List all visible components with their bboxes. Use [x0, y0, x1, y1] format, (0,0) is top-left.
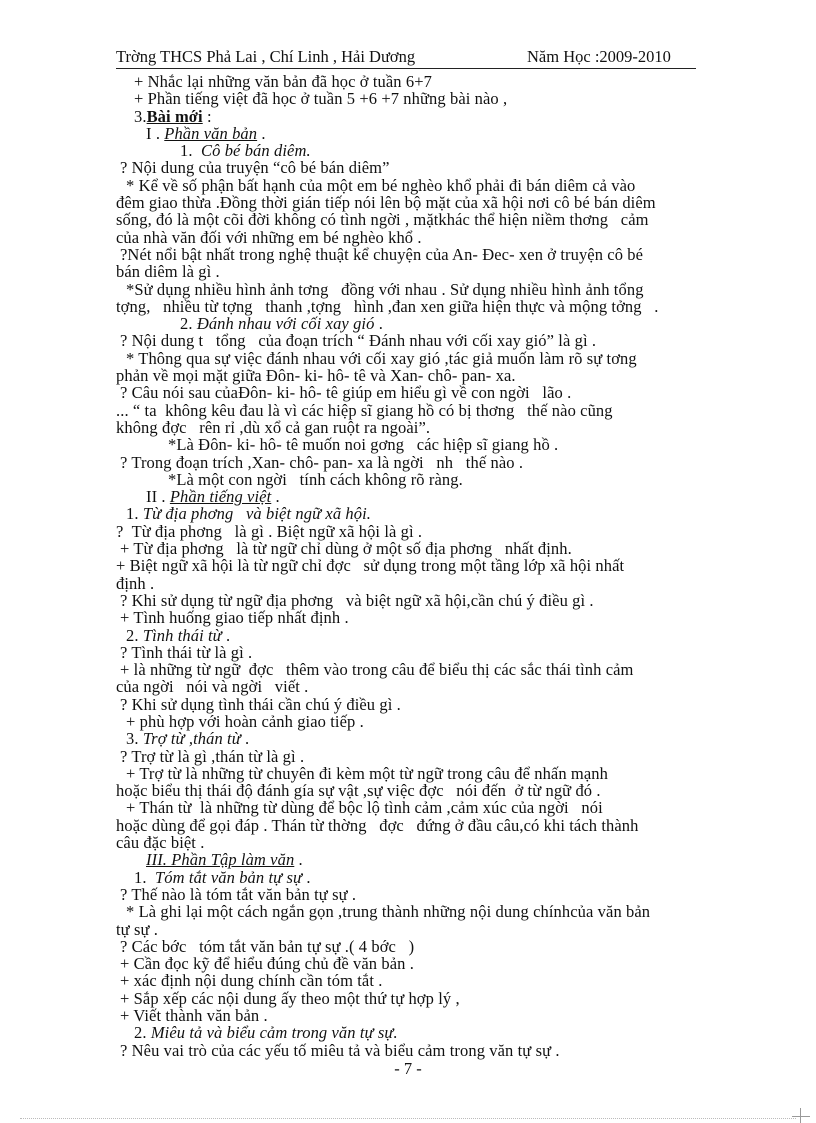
- text-line: sống, đó là một cõi đời không có tình ngời , mặtkhác thể hiện niềm thơng cảm: [116, 210, 649, 230]
- text-line: + Biệt ngữ xã hội là từ ngữ chỉ đợc sử dụng trong một tầng lớp xã hội nhất: [116, 556, 625, 576]
- subsection-number: 3.: [126, 729, 139, 749]
- part-heading: [116, 125, 736, 142]
- subsection-number: 1.: [134, 867, 147, 887]
- text-line: ? Nội dung t tổng của đoạn trích “ Đánh nhau với cối xay gió” là gì .: [120, 331, 597, 351]
- text-line: *Sử dụng nhiều hình ảnh tơng đồng với nhau . Sử dụng nhiều hình ảnh tổng: [126, 279, 644, 299]
- text-line: * Là ghi lại một cách ngắn gọn ,trung thành những nội dung chínhcủa văn bản: [126, 902, 651, 922]
- text-line: * Thông qua sự việc đánh nhau với cối xay gió ,tác giả muốn làm rõ sự tơng: [126, 348, 637, 368]
- subsection-title: Cô bé bán diêm.: [201, 141, 311, 161]
- subsection-number: 2.: [180, 314, 193, 334]
- part-number: I .: [146, 123, 161, 143]
- subsection-heading: [116, 869, 736, 886]
- subsection-title: Miêu tả và biểu cảm trong văn tự sự.: [150, 1023, 398, 1043]
- subsection-title: Trợ từ ,thán từ: [142, 729, 241, 749]
- text-line: ? Các bớc tóm tắt văn bản tự sự .( 4 bớc ): [120, 936, 415, 956]
- subsection-dot: .: [245, 729, 250, 749]
- text-line: + là những từ ngữ đợc thêm vào trong câu để biểu thị các sắc thái tình cảm: [120, 660, 634, 680]
- page-bottom-divider: [20, 1118, 796, 1119]
- subsection-heading: [116, 315, 736, 332]
- page-header: [116, 46, 696, 69]
- crop-mark-icon: [792, 1108, 810, 1123]
- subsection-number: 2.: [134, 1023, 147, 1043]
- part-dot: .: [298, 850, 303, 870]
- text-line: + Sắp xếp các nội dung ấy theo một thứ tự hợp lý ,: [120, 988, 460, 1008]
- text-line: + Tình huống giao tiếp nhất định .: [120, 608, 349, 628]
- part-heading: [116, 851, 736, 868]
- subsection-heading: [116, 142, 736, 159]
- subsection-title: Tóm tắt văn bản tự sự: [155, 867, 303, 887]
- text-line: + Cần đọc kỹ để hiểu đúng chủ đề văn bản .: [120, 954, 414, 974]
- text-line: tợng, nhiều từ tợng thanh ,tợng hình ,đan xen giữa hiện thực và mộng tởng .: [116, 296, 659, 316]
- document-body: [116, 73, 736, 1059]
- text-line: + Thán từ là những từ dùng để bộc lộ tình cảm ,cảm xúc của ngời nói: [126, 798, 603, 818]
- part-title: Phần tiếng việt: [169, 487, 272, 507]
- text-line: ? Thế nào là tóm tắt văn bản tự sự .: [120, 884, 357, 904]
- text-line: ... “ ta không kêu đau là vì các hiệp sĩ giang hồ có bị thơng thế nào cũng: [116, 400, 613, 420]
- part-number: II .: [146, 487, 166, 507]
- text-line: bán diêm là gì .: [116, 262, 220, 282]
- subsection-heading: [116, 730, 736, 747]
- subsection-dot: .: [378, 314, 383, 334]
- text-line: định .: [116, 573, 155, 593]
- text-line: ? Khi sử dụng tình thái cần chú ý điều gì .: [120, 694, 401, 714]
- part-heading: [116, 488, 736, 505]
- text-line: hoặc biểu thị thái độ đánh gía sự vật ,sự việc đợc nói đến ở từ ngữ đó .: [116, 781, 601, 801]
- section-title: Bài mới: [146, 106, 203, 126]
- text-line: phản về mọi mặt giữa Đôn- ki- hô- tê và Xan- chô- pan- xa.: [116, 366, 516, 386]
- text-line: + xác định nội dung chính cần tóm tắt .: [120, 971, 383, 991]
- text-line: *Là một con ngời tính cách không rõ ràng.: [168, 469, 463, 489]
- text-line: + Viết thành văn bản .: [120, 1006, 268, 1026]
- subsection-title: Tình thái từ: [142, 625, 222, 645]
- text-line: + Nhắc lại những văn bản đã học ở tuần 6+7: [134, 72, 432, 91]
- part-title: Phần văn bản: [164, 123, 258, 143]
- text-line: ? Từ địa phơng là gì . Biệt ngữ xã hội là gì .: [116, 521, 423, 541]
- text-line: *Là Đôn- ki- hô- tê muốn noi gơng các hiệp sĩ giang hồ .: [168, 435, 559, 455]
- subsection-title: Từ địa phơng và biệt ngữ xã hội.: [142, 504, 372, 524]
- text-line: ? Nêu vai trò của các yếu tố miêu tả và biểu cảm trong văn tự sự .: [120, 1040, 560, 1060]
- subsection-heading: [116, 505, 736, 522]
- part-dot: .: [275, 487, 280, 507]
- text-line: câu đặc biệt .: [116, 833, 205, 853]
- subsection-number: 1.: [126, 504, 139, 524]
- school-year: Năm Học :2009-2010: [527, 47, 671, 66]
- section-heading: [116, 108, 736, 125]
- part-title: III. Phần Tập làm văn: [146, 850, 295, 870]
- text-line: + Trợ từ là những từ chuyên đi kèm một từ ngữ trong câu để nhấn mạnh: [126, 763, 608, 783]
- text-line: ? Khi sử dụng từ ngữ địa phơng và biệt ngữ xã hội,cần chú ý điều gì .: [120, 590, 594, 610]
- subsection-number: 1.: [180, 141, 193, 161]
- text-line: ? Câu nói sau củaĐôn- ki- hô- tê giúp em hiểu gì về con ngời lão .: [120, 383, 572, 403]
- subsection-number: 2.: [126, 625, 139, 645]
- page-number: - 7 -: [394, 1059, 422, 1078]
- text-line: + Từ địa phơng là từ ngữ chỉ dùng ở một số địa phơng nhất định.: [120, 539, 572, 559]
- text-line: ?Nét nổi bật nhất trong nghệ thuật kể chuyện của An- Đec- xen ở truyện cô bé: [120, 244, 644, 264]
- subsection-heading: [116, 627, 736, 644]
- text-line: ? Tình thái từ là gì .: [120, 642, 253, 662]
- text-line: của nhà văn đối với những em bé nghèo khổ .: [116, 227, 422, 247]
- subsection-title: Đánh nhau với cối xay gió: [196, 314, 375, 334]
- text-line: tự sự .: [116, 919, 158, 939]
- subsection-dot: .: [226, 625, 231, 645]
- text-line: hoặc dùng để gọi đáp . Thán từ thờng đợc đứng ở đầu câu,có khi tách thành: [116, 815, 639, 835]
- text-line: ? Nội dung của truyện “cô bé bán diêm”: [120, 158, 390, 178]
- text-line: + Phần tiếng việt đã học ở tuần 5 +6 +7 những bài nào ,: [134, 89, 508, 109]
- text-line: * Kể về số phận bất hạnh của một em bé nghèo khổ phải đi bán diêm cả vào: [126, 175, 636, 195]
- text-line: ? Trong đoạn trích ,Xan- chô- pan- xa là ngời nh thế nào .: [120, 452, 524, 472]
- school-name: Trờng THCS Phả Lai , Chí Linh , Hải Dương: [116, 47, 416, 66]
- text-line: không đợc rên rỉ ,dù xổ cả gan ruột ra ngoài”.: [116, 417, 431, 437]
- text-line: của ngời nói và ngời viết .: [116, 677, 309, 697]
- subsection-heading: [116, 1024, 736, 1041]
- part-dot: .: [261, 123, 266, 143]
- text-line: ? Trợ từ là gì ,thán từ là gì .: [120, 746, 305, 766]
- text-line: + phù hợp với hoàn cảnh giao tiếp .: [126, 711, 364, 731]
- subsection-dot: .: [306, 867, 311, 887]
- section-number: 3.: [134, 106, 147, 126]
- text-line: đêm giao thừa .Đồng thời gián tiếp nói lên bộ mặt của xã hội nơi cô bé bán diêm: [116, 193, 656, 213]
- section-colon: :: [206, 106, 212, 126]
